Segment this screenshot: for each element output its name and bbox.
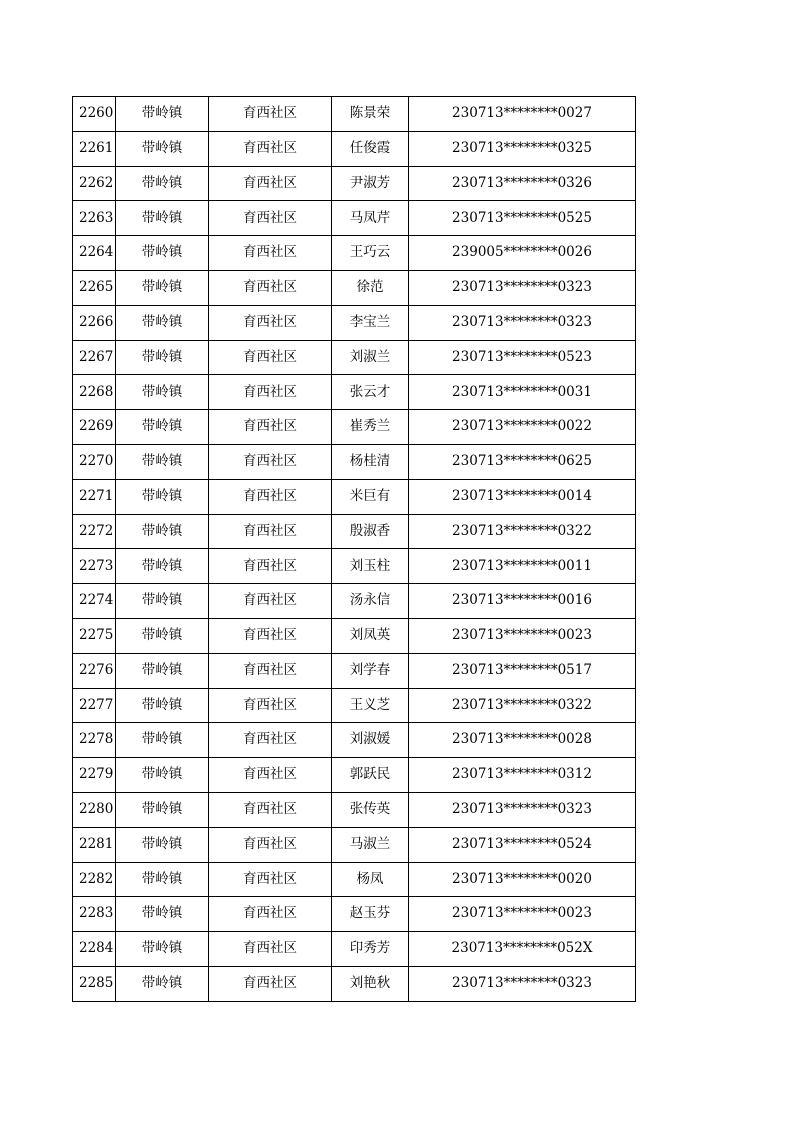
- community-cell: 育西社区: [209, 723, 332, 758]
- table-row: [73, 723, 636, 758]
- town-cell: 带岭镇: [116, 584, 209, 619]
- row-number-cell: 2267: [73, 340, 116, 375]
- town-cell: 带岭镇: [116, 479, 209, 514]
- row-number-cell: 2280: [73, 792, 116, 827]
- row-number-cell: 2270: [73, 444, 116, 479]
- id-number-cell: 230713********0325: [409, 131, 636, 166]
- person-name-cell: 李宝兰: [332, 305, 409, 340]
- town-cell: 带岭镇: [116, 827, 209, 862]
- roster-sheet: [72, 96, 636, 1002]
- row-number-cell: 2268: [73, 375, 116, 410]
- community-cell: 育西社区: [209, 410, 332, 445]
- id-number-cell: 230713********0625: [409, 444, 636, 479]
- town-cell: 带岭镇: [116, 792, 209, 827]
- row-number-cell: 2278: [73, 723, 116, 758]
- id-number-cell: 230713********0525: [409, 201, 636, 236]
- person-name-cell: 刘淑媛: [332, 723, 409, 758]
- person-name-cell: 任俊霞: [332, 131, 409, 166]
- row-number-cell: 2272: [73, 514, 116, 549]
- table-row: [73, 792, 636, 827]
- town-cell: 带岭镇: [116, 723, 209, 758]
- id-number-cell: 230713********0023: [409, 897, 636, 932]
- id-number-cell: 230713********052X: [409, 932, 636, 967]
- table-row: [73, 305, 636, 340]
- community-cell: 育西社区: [209, 270, 332, 305]
- row-number-cell: 2269: [73, 410, 116, 445]
- id-number-cell: 230713********0323: [409, 305, 636, 340]
- community-cell: 育西社区: [209, 827, 332, 862]
- row-number-cell: 2276: [73, 653, 116, 688]
- table-row: [73, 618, 636, 653]
- community-cell: 育西社区: [209, 862, 332, 897]
- town-cell: 带岭镇: [116, 514, 209, 549]
- town-cell: 带岭镇: [116, 236, 209, 271]
- id-number-cell: 230713********0022: [409, 410, 636, 445]
- row-number-cell: 2263: [73, 201, 116, 236]
- town-cell: 带岭镇: [116, 131, 209, 166]
- table-row: [73, 375, 636, 410]
- table-row: [73, 584, 636, 619]
- id-number-cell: 239005********0026: [409, 236, 636, 271]
- person-name-cell: 刘淑兰: [332, 340, 409, 375]
- id-number-cell: 230713********0523: [409, 340, 636, 375]
- row-number-cell: 2271: [73, 479, 116, 514]
- town-cell: 带岭镇: [116, 618, 209, 653]
- table-row: [73, 862, 636, 897]
- person-name-cell: 杨桂清: [332, 444, 409, 479]
- row-number-cell: 2265: [73, 270, 116, 305]
- row-number-cell: 2282: [73, 862, 116, 897]
- town-cell: 带岭镇: [116, 549, 209, 584]
- id-number-cell: 230713********0322: [409, 514, 636, 549]
- person-name-cell: 刘玉柱: [332, 549, 409, 584]
- id-number-cell: 230713********0326: [409, 166, 636, 201]
- person-name-cell: 崔秀兰: [332, 410, 409, 445]
- community-cell: 育西社区: [209, 966, 332, 1001]
- row-number-cell: 2281: [73, 827, 116, 862]
- row-number-cell: 2284: [73, 932, 116, 967]
- town-cell: 带岭镇: [116, 758, 209, 793]
- town-cell: 带岭镇: [116, 444, 209, 479]
- id-number-cell: 230713********0323: [409, 792, 636, 827]
- id-number-cell: 230713********0020: [409, 862, 636, 897]
- id-number-cell: 230713********0322: [409, 688, 636, 723]
- row-number-cell: 2266: [73, 305, 116, 340]
- community-cell: 育西社区: [209, 201, 332, 236]
- community-cell: 育西社区: [209, 897, 332, 932]
- row-number-cell: 2261: [73, 131, 116, 166]
- person-name-cell: 张云才: [332, 375, 409, 410]
- town-cell: 带岭镇: [116, 897, 209, 932]
- id-number-cell: 230713********0312: [409, 758, 636, 793]
- community-cell: 育西社区: [209, 932, 332, 967]
- row-number-cell: 2262: [73, 166, 116, 201]
- table-row: [73, 479, 636, 514]
- row-number-cell: 2275: [73, 618, 116, 653]
- table-row: [73, 97, 636, 132]
- roster-table: [72, 96, 636, 1002]
- row-number-cell: 2277: [73, 688, 116, 723]
- community-cell: 育西社区: [209, 792, 332, 827]
- roster-table-body: [73, 97, 636, 1002]
- person-name-cell: 汤永信: [332, 584, 409, 619]
- town-cell: 带岭镇: [116, 653, 209, 688]
- person-name-cell: 赵玉芬: [332, 897, 409, 932]
- community-cell: 育西社区: [209, 444, 332, 479]
- table-row: [73, 340, 636, 375]
- id-number-cell: 230713********0524: [409, 827, 636, 862]
- person-name-cell: 陈景荣: [332, 97, 409, 132]
- town-cell: 带岭镇: [116, 270, 209, 305]
- town-cell: 带岭镇: [116, 862, 209, 897]
- id-number-cell: 230713********0323: [409, 270, 636, 305]
- table-row: [73, 410, 636, 445]
- community-cell: 育西社区: [209, 166, 332, 201]
- table-row: [73, 166, 636, 201]
- id-number-cell: 230713********0011: [409, 549, 636, 584]
- town-cell: 带岭镇: [116, 410, 209, 445]
- community-cell: 育西社区: [209, 514, 332, 549]
- person-name-cell: 王巧云: [332, 236, 409, 271]
- table-row: [73, 688, 636, 723]
- person-name-cell: 张传英: [332, 792, 409, 827]
- table-row: [73, 201, 636, 236]
- person-name-cell: 殷淑香: [332, 514, 409, 549]
- row-number-cell: 2283: [73, 897, 116, 932]
- table-row: [73, 131, 636, 166]
- community-cell: 育西社区: [209, 340, 332, 375]
- table-row: [73, 444, 636, 479]
- community-cell: 育西社区: [209, 618, 332, 653]
- person-name-cell: 米巨有: [332, 479, 409, 514]
- table-row: [73, 549, 636, 584]
- table-row: [73, 270, 636, 305]
- id-number-cell: 230713********0023: [409, 618, 636, 653]
- town-cell: 带岭镇: [116, 201, 209, 236]
- person-name-cell: 王义芝: [332, 688, 409, 723]
- community-cell: 育西社区: [209, 688, 332, 723]
- id-number-cell: 230713********0517: [409, 653, 636, 688]
- id-number-cell: 230713********0016: [409, 584, 636, 619]
- id-number-cell: 230713********0031: [409, 375, 636, 410]
- person-name-cell: 马凤芹: [332, 201, 409, 236]
- community-cell: 育西社区: [209, 584, 332, 619]
- town-cell: 带岭镇: [116, 375, 209, 410]
- community-cell: 育西社区: [209, 131, 332, 166]
- community-cell: 育西社区: [209, 758, 332, 793]
- person-name-cell: 刘艳秋: [332, 966, 409, 1001]
- table-row: [73, 758, 636, 793]
- table-row: [73, 827, 636, 862]
- town-cell: 带岭镇: [116, 340, 209, 375]
- community-cell: 育西社区: [209, 305, 332, 340]
- id-number-cell: 230713********0323: [409, 966, 636, 1001]
- person-name-cell: 徐范: [332, 270, 409, 305]
- town-cell: 带岭镇: [116, 305, 209, 340]
- table-row: [73, 897, 636, 932]
- person-name-cell: 郭跃民: [332, 758, 409, 793]
- town-cell: 带岭镇: [116, 688, 209, 723]
- person-name-cell: 印秀芳: [332, 932, 409, 967]
- community-cell: 育西社区: [209, 236, 332, 271]
- row-number-cell: 2264: [73, 236, 116, 271]
- id-number-cell: 230713********0028: [409, 723, 636, 758]
- row-number-cell: 2273: [73, 549, 116, 584]
- town-cell: 带岭镇: [116, 97, 209, 132]
- table-row: [73, 514, 636, 549]
- id-number-cell: 230713********0027: [409, 97, 636, 132]
- table-row: [73, 236, 636, 271]
- community-cell: 育西社区: [209, 479, 332, 514]
- person-name-cell: 杨凤: [332, 862, 409, 897]
- person-name-cell: 马淑兰: [332, 827, 409, 862]
- id-number-cell: 230713********0014: [409, 479, 636, 514]
- community-cell: 育西社区: [209, 375, 332, 410]
- person-name-cell: 尹淑芳: [332, 166, 409, 201]
- community-cell: 育西社区: [209, 653, 332, 688]
- person-name-cell: 刘学春: [332, 653, 409, 688]
- row-number-cell: 2274: [73, 584, 116, 619]
- table-row: [73, 932, 636, 967]
- town-cell: 带岭镇: [116, 966, 209, 1001]
- row-number-cell: 2260: [73, 97, 116, 132]
- row-number-cell: 2279: [73, 758, 116, 793]
- person-name-cell: 刘凤英: [332, 618, 409, 653]
- community-cell: 育西社区: [209, 549, 332, 584]
- table-row: [73, 653, 636, 688]
- row-number-cell: 2285: [73, 966, 116, 1001]
- town-cell: 带岭镇: [116, 932, 209, 967]
- community-cell: 育西社区: [209, 97, 332, 132]
- town-cell: 带岭镇: [116, 166, 209, 201]
- table-row: [73, 966, 636, 1001]
